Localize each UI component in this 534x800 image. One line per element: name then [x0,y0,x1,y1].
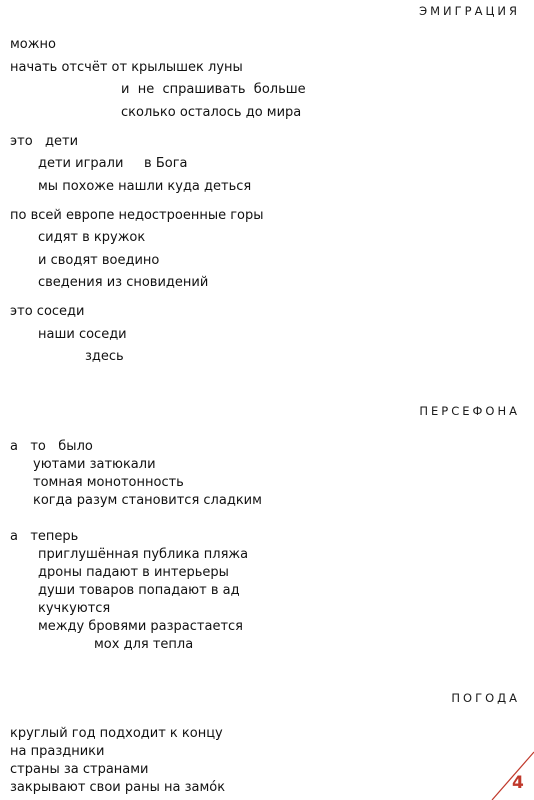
poem-line: по всей европе недостроенные горы [10,208,264,223]
poem-line: мох для тепла [94,637,194,652]
poem-line: закрывают свои раны на замо́к [10,780,226,795]
poem-line: сидят в кружок [38,230,146,245]
page-number: 4 [512,773,524,793]
poem-line: сведения из сновидений [38,275,209,290]
poem-line: между бровями разрастается [38,619,243,634]
poem-line: можно [10,37,56,52]
poem-line: томная монотонность [33,475,184,490]
poem-line: уютами затюкали [33,457,156,472]
poem-line: души товаров попадают в ад [38,583,240,598]
poem-line: а теперь [10,529,79,544]
poem-line: наши соседи [38,327,127,342]
poem-line: это соседи [10,304,85,319]
poem-line: это дети [10,134,79,149]
section-heading-weather: ПОГОДА [451,691,520,705]
poem-line: и сводят воедино [38,253,160,268]
poem-line: а то было [10,439,93,454]
poem-line: круглый год подходит к концу [10,726,223,741]
section-heading-persephone: ПЕРСЕФОНА [419,404,520,418]
poem-line: приглушённая публика пляжа [38,547,249,562]
poem-line: и не спрашивать больше [121,82,306,97]
poem-line: страны за странами [10,762,149,777]
poem-line: на праздники [10,744,105,759]
poem-line: дети играли в Бога [38,156,188,171]
poem-line: дроны падают в интерьеры [38,565,229,580]
poem-line: кучкуются [38,601,111,616]
section-heading-emigration: ЭМИГРАЦИЯ [419,4,520,18]
poem-line: когда разум становится сладким [33,493,262,508]
poem-line: начать отсчёт от крылышек луны [10,60,243,75]
poem-line: здесь [85,349,124,364]
poem-line: сколько осталось до мира [121,105,302,120]
poem-line: мы похоже нашли куда деться [38,179,252,194]
